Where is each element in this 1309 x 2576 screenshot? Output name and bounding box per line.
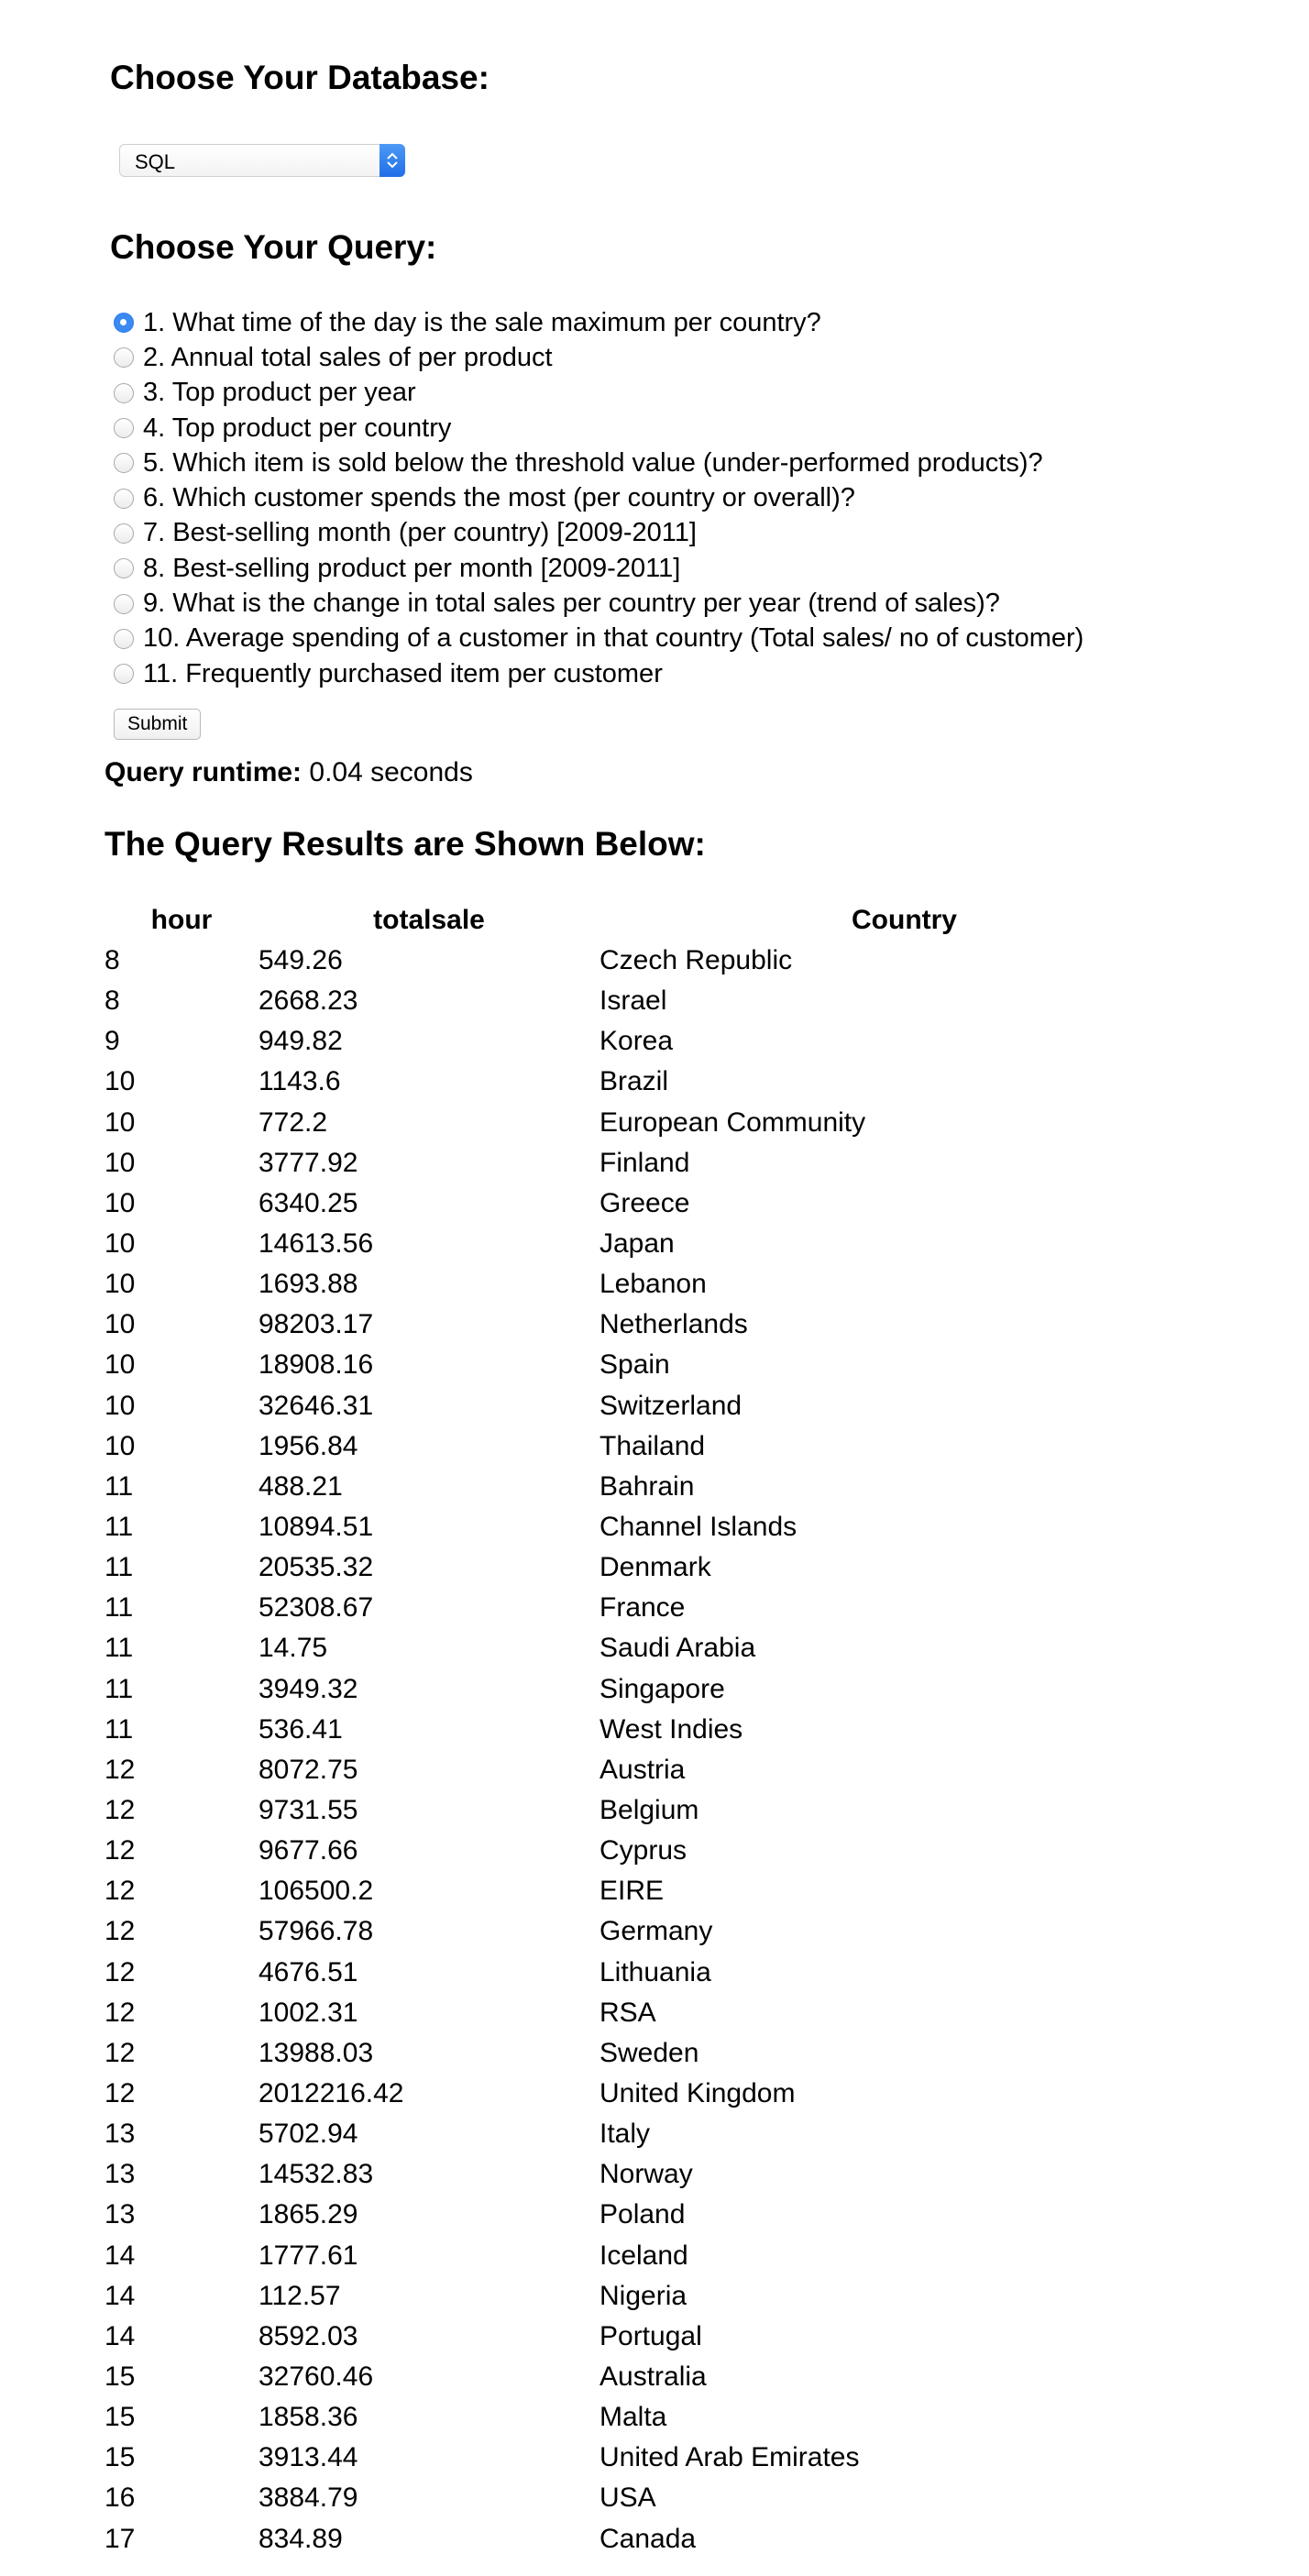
totalsale-cell: 5702.94 xyxy=(258,2119,358,2150)
totalsale-cell: 112.57 xyxy=(258,2280,341,2311)
country-cell: Saudi Arabia xyxy=(600,1633,756,1664)
table-row xyxy=(104,1953,1209,1993)
table-row xyxy=(104,1467,1209,1507)
table-row xyxy=(104,2397,1209,2438)
table-row xyxy=(104,2317,1209,2357)
table-row xyxy=(104,1871,1209,1911)
totalsale-cell: 3884.79 xyxy=(258,2482,358,2514)
totalsale-cell: 98203.17 xyxy=(258,1309,374,1340)
totalsale-cell: 57966.78 xyxy=(258,1916,374,1947)
hour-cell: 11 xyxy=(104,1673,134,1704)
totalsale-cell: 52308.67 xyxy=(258,1592,374,1624)
totalsale-cell: 4676.51 xyxy=(258,1956,358,1987)
table-row xyxy=(104,2114,1209,2154)
results-body xyxy=(104,941,1209,2559)
hour-cell: 10 xyxy=(104,1187,136,1218)
column-header-country: Country xyxy=(852,905,957,935)
results-table xyxy=(104,900,1209,2559)
table-row xyxy=(104,1386,1209,1426)
country-cell: Iceland xyxy=(600,2240,688,2271)
country-cell: Cyprus xyxy=(600,1835,688,1866)
hour-cell: 13 xyxy=(104,2199,136,2230)
country-cell: France xyxy=(600,1592,686,1624)
table-row xyxy=(104,1588,1209,1628)
country-cell: Portugal xyxy=(600,2320,702,2351)
totalsale-cell: 3913.44 xyxy=(258,2442,358,2473)
totalsale-cell: 8072.75 xyxy=(258,1754,358,1785)
totalsale-cell: 1143.6 xyxy=(258,1066,341,1097)
totalsale-cell: 18908.16 xyxy=(258,1349,374,1381)
table-row xyxy=(104,1507,1209,1547)
totalsale-cell: 9731.55 xyxy=(258,1795,358,1826)
query-option[interactable] xyxy=(114,376,1084,411)
hour-cell: 10 xyxy=(104,1269,136,1300)
database-heading: Choose Your Database: xyxy=(110,59,490,96)
table-row xyxy=(104,2074,1209,2114)
hour-cell: 15 xyxy=(104,2361,136,2392)
table-row xyxy=(104,981,1209,1021)
totalsale-cell: 536.41 xyxy=(258,1713,343,1745)
country-cell: EIRE xyxy=(600,1876,665,1907)
totalsale-cell: 949.82 xyxy=(258,1026,343,1057)
country-cell: Finland xyxy=(600,1147,690,1178)
country-cell: Switzerland xyxy=(600,1390,742,1421)
totalsale-cell: 2668.23 xyxy=(258,985,358,1017)
query-option[interactable] xyxy=(114,586,1084,621)
totalsale-cell: 3777.92 xyxy=(258,1147,358,1178)
hour-cell: 11 xyxy=(104,1592,134,1624)
query-option[interactable] xyxy=(114,516,1084,551)
query-runtime-label: Query runtime: xyxy=(104,757,302,787)
totalsale-cell: 1858.36 xyxy=(258,2402,358,2433)
hour-cell: 12 xyxy=(104,1795,136,1826)
results-header-row xyxy=(104,900,1209,941)
country-cell: Belgium xyxy=(600,1795,699,1826)
hour-cell: 14 xyxy=(104,2280,136,2311)
table-row xyxy=(104,941,1209,981)
query-radio[interactable] xyxy=(114,629,134,649)
country-cell: Korea xyxy=(600,1026,674,1057)
select-stepper-icon xyxy=(380,144,405,177)
totalsale-cell: 834.89 xyxy=(258,2523,343,2554)
query-option-label: 10. Average spending of a customer in that country (Total sales/ no of customer) xyxy=(143,623,1084,654)
query-radio[interactable] xyxy=(114,594,134,614)
table-row xyxy=(104,1183,1209,1224)
country-cell: Netherlands xyxy=(600,1309,748,1340)
country-cell: Israel xyxy=(600,985,667,1017)
country-cell: Singapore xyxy=(600,1673,725,1704)
country-cell: Poland xyxy=(600,2199,686,2230)
hour-cell: 10 xyxy=(104,1147,136,1178)
totalsale-cell: 3949.32 xyxy=(258,1673,358,1704)
query-radio[interactable] xyxy=(114,664,134,684)
hour-cell: 11 xyxy=(104,1713,134,1745)
hour-cell: 9 xyxy=(104,1026,120,1057)
hour-cell: 15 xyxy=(104,2442,136,2473)
country-cell: Australia xyxy=(600,2361,707,2392)
hour-cell: 8 xyxy=(104,985,120,1017)
country-cell: Denmark xyxy=(600,1552,711,1583)
table-row xyxy=(104,2276,1209,2317)
country-cell: Germany xyxy=(600,1916,713,1947)
table-row xyxy=(104,1750,1209,1790)
country-cell: Japan xyxy=(600,1228,675,1260)
country-cell: Canada xyxy=(600,2523,697,2554)
query-option-label: 4. Top product per country xyxy=(143,413,452,443)
query-radio[interactable] xyxy=(114,418,134,438)
database-select[interactable] xyxy=(119,144,405,177)
country-cell: Sweden xyxy=(600,2037,699,2068)
country-cell: Lithuania xyxy=(600,1956,711,1987)
hour-cell: 14 xyxy=(104,2320,136,2351)
query-radio[interactable] xyxy=(114,313,134,333)
query-option-label: 11. Frequently purchased item per customer xyxy=(143,658,663,688)
table-row xyxy=(104,2236,1209,2276)
query-option[interactable] xyxy=(114,480,1084,515)
totalsale-cell: 1693.88 xyxy=(258,1269,358,1300)
hour-cell: 14 xyxy=(104,2240,136,2271)
hour-cell: 10 xyxy=(104,1430,136,1461)
query-option-label: 2. Annual total sales of per product xyxy=(143,342,553,372)
country-cell: United Arab Emirates xyxy=(600,2442,860,2473)
totalsale-cell: 14.75 xyxy=(258,1633,328,1664)
hour-cell: 10 xyxy=(104,1309,136,1340)
totalsale-cell: 488.21 xyxy=(258,1470,343,1502)
query-runtime-value: 0.04 seconds xyxy=(309,757,473,787)
country-cell: European Community xyxy=(600,1106,866,1138)
column-header-totalsale: totalsale xyxy=(373,905,485,935)
query-option[interactable] xyxy=(114,656,1084,691)
table-row xyxy=(104,1143,1209,1183)
totalsale-cell: 14613.56 xyxy=(258,1228,374,1260)
table-row xyxy=(104,2154,1209,2195)
hour-cell: 12 xyxy=(104,1956,136,1987)
totalsale-cell: 1777.61 xyxy=(258,2240,358,2271)
query-heading: Choose Your Query: xyxy=(110,228,437,266)
table-row xyxy=(104,1264,1209,1305)
query-option-label: 7. Best-selling month (per country) [2009-2011] xyxy=(143,518,697,548)
totalsale-cell: 8592.03 xyxy=(258,2320,358,2351)
totalsale-cell: 32646.31 xyxy=(258,1390,374,1421)
results-heading: The Query Results are Shown Below: xyxy=(104,825,706,863)
query-radio[interactable] xyxy=(114,383,134,403)
country-cell: Greece xyxy=(600,1187,690,1218)
table-row xyxy=(104,1669,1209,1710)
hour-cell: 15 xyxy=(104,2402,136,2433)
hour-cell: 10 xyxy=(104,1106,136,1138)
hour-cell: 16 xyxy=(104,2482,136,2514)
query-radio[interactable] xyxy=(114,558,134,578)
table-row xyxy=(104,2478,1209,2518)
table-row xyxy=(104,1993,1209,2033)
table-row xyxy=(104,1062,1209,1102)
country-cell: Thailand xyxy=(600,1430,706,1461)
hour-cell: 12 xyxy=(104,1916,136,1947)
table-row xyxy=(104,1911,1209,1952)
totalsale-cell: 106500.2 xyxy=(258,1876,374,1907)
totalsale-cell: 10894.51 xyxy=(258,1512,374,1543)
totalsale-cell: 14532.83 xyxy=(258,2159,374,2190)
totalsale-cell: 549.26 xyxy=(258,945,343,976)
totalsale-cell: 32760.46 xyxy=(258,2361,374,2392)
query-option-label: 8. Best-selling product per month [2009-2011] xyxy=(143,553,681,583)
query-option[interactable] xyxy=(114,305,1084,340)
table-row xyxy=(104,1628,1209,1668)
country-cell: United Kingdom xyxy=(600,2078,796,2108)
hour-cell: 13 xyxy=(104,2159,136,2190)
hour-cell: 10 xyxy=(104,1228,136,1260)
query-option-label: 5. Which item is sold below the threshold value (under-performed products)? xyxy=(143,447,1043,478)
table-row xyxy=(104,1790,1209,1831)
query-option[interactable] xyxy=(114,340,1084,375)
country-cell: Nigeria xyxy=(600,2280,688,2311)
query-option[interactable] xyxy=(114,622,1084,656)
country-cell: Malta xyxy=(600,2402,667,2433)
hour-cell: 17 xyxy=(104,2523,136,2554)
hour-cell: 12 xyxy=(104,1876,136,1907)
table-row xyxy=(104,2438,1209,2478)
hour-cell: 10 xyxy=(104,1066,136,1097)
hour-cell: 8 xyxy=(104,945,120,976)
country-cell: USA xyxy=(600,2482,656,2514)
column-header-hour: hour xyxy=(150,905,213,935)
hour-cell: 11 xyxy=(104,1633,134,1664)
country-cell: Bahrain xyxy=(600,1470,695,1502)
hour-cell: 12 xyxy=(104,2078,136,2108)
table-row xyxy=(104,2033,1209,2074)
query-option[interactable] xyxy=(114,411,1084,446)
table-row xyxy=(104,1345,1209,1385)
table-row xyxy=(104,1547,1209,1588)
table-row xyxy=(104,1103,1209,1143)
country-cell: Spain xyxy=(600,1349,670,1381)
query-option-label: 1. What time of the day is the sale maximum per country? xyxy=(143,307,821,337)
totalsale-cell: 772.2 xyxy=(258,1106,328,1138)
hour-cell: 12 xyxy=(104,1997,136,2028)
totalsale-cell: 6340.25 xyxy=(258,1187,358,1218)
hour-cell: 12 xyxy=(104,1835,136,1866)
table-row xyxy=(104,1021,1209,1062)
submit-button[interactable]: Submit xyxy=(114,709,201,740)
country-cell: Italy xyxy=(600,2119,651,2150)
totalsale-cell: 2012216.42 xyxy=(258,2078,404,2108)
query-radio[interactable] xyxy=(114,453,134,473)
hour-cell: 11 xyxy=(104,1470,134,1502)
table-row xyxy=(104,2195,1209,2235)
hour-cell: 12 xyxy=(104,2037,136,2068)
query-radio[interactable] xyxy=(114,347,134,368)
totalsale-cell: 9677.66 xyxy=(258,1835,358,1866)
query-option-label: 3. Top product per year xyxy=(143,378,416,408)
country-cell: RSA xyxy=(600,1997,656,2028)
query-runtime xyxy=(104,757,473,788)
totalsale-cell: 1865.29 xyxy=(258,2199,358,2230)
country-cell: Czech Republic xyxy=(600,945,793,976)
country-cell: Norway xyxy=(600,2159,693,2190)
database-select-value: SQL xyxy=(135,150,176,173)
country-cell: Channel Islands xyxy=(600,1512,798,1543)
query-option[interactable] xyxy=(114,551,1084,586)
hour-cell: 10 xyxy=(104,1390,136,1421)
country-cell: Lebanon xyxy=(600,1269,707,1300)
hour-cell: 11 xyxy=(104,1512,134,1543)
table-row xyxy=(104,1224,1209,1264)
hour-cell: 10 xyxy=(104,1349,136,1381)
country-cell: West Indies xyxy=(600,1713,743,1745)
country-cell: Austria xyxy=(600,1754,686,1785)
totalsale-cell: 1002.31 xyxy=(258,1997,358,2028)
query-option[interactable] xyxy=(114,446,1084,480)
table-row xyxy=(104,1426,1209,1467)
country-cell: Brazil xyxy=(600,1066,669,1097)
table-row xyxy=(104,2357,1209,2397)
hour-cell: 12 xyxy=(104,1754,136,1785)
totalsale-cell: 1956.84 xyxy=(258,1430,358,1461)
hour-cell: 13 xyxy=(104,2119,136,2150)
table-row xyxy=(104,1710,1209,1750)
query-option-label: 6. Which customer spends the most (per country or overall)? xyxy=(143,483,855,513)
query-options xyxy=(114,305,1084,691)
table-row xyxy=(104,2518,1209,2559)
query-radio[interactable] xyxy=(114,489,134,509)
query-option-label: 9. What is the change in total sales per country per year (trend of sales)? xyxy=(143,589,1000,619)
hour-cell: 11 xyxy=(104,1552,134,1583)
totalsale-cell: 20535.32 xyxy=(258,1552,374,1583)
query-radio[interactable] xyxy=(114,523,134,544)
totalsale-cell: 13988.03 xyxy=(258,2037,374,2068)
table-row xyxy=(104,1831,1209,1871)
table-row xyxy=(104,1305,1209,1345)
